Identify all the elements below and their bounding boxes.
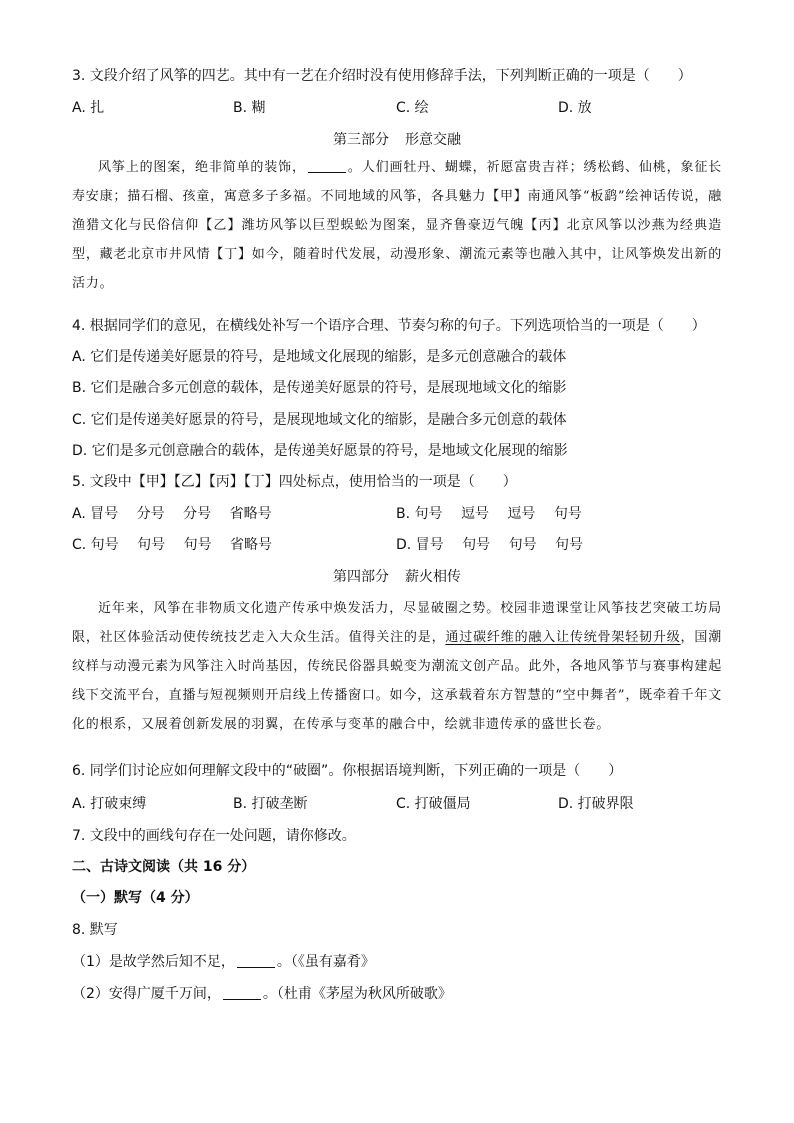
question-6-option-d: D. 打破界限 [558,796,634,812]
question-6-option-c: C. 打破僵局 [396,796,471,812]
question-4-option-d: D. 它们是多元创意融合的载体，是传递美好愿景的符号，是地域文化展现的缩影 [72,443,568,459]
part-3-heading-label: 第三部分 [333,132,389,148]
question-8-item-1 [72,952,375,972]
item-1-before: （1）是故学然后知不足， [72,954,235,970]
part-3-passage-before: 风筝上的图案，绝非简单的装饰， [98,160,306,175]
question-4-option-b: B. 它们是融合多元创意的载体，是传递美好愿景的符号，是展现地域文化的缩影 [72,380,567,396]
part-4-passage-after: ，国潮纹样与动漫元素为风筝注入时尚基因，传统民俗器具蜕变为潮流文创产品。此外，各地风筝节与赛事构建起线下交流平台，直播与短视频则开启线上传播窗口。如今，这承载着东方智慧的“空中舞者”，既牵着千年文化的根系，又展着创新发展的羽翼，在传承与变革的融合中，绘就非遗传承的盛世长卷。 [72,630,722,732]
question-3-option-c: C. 绘 [396,100,429,116]
question-6-option-b: B. 打破垄断 [233,796,308,812]
part-4-heading-title: 薪火相传 [405,569,461,585]
part-3-passage [72,153,722,298]
question-4-option-c: C. 它们是传递美好愿景的符号，是展现地域文化的缩影，是融合多元创意的载体 [72,412,567,428]
section-2-title: 二、古诗文阅读（共 16 分） [72,859,256,875]
fill-blank [308,158,346,173]
question-4-option-a: A. 它们是传递美好愿景的符号，是地域文化展现的缩影，是多元创意融合的载体 [72,349,567,365]
item-2-before: （2）安得广厦千万间， [72,986,221,1002]
fill-blank [223,985,261,1000]
section-2-subtitle: （一）默写（4 分） [72,890,199,906]
question-5-option-b: B. 句号 逗号 逗号 句号 [396,506,582,522]
question-8-item-2 [72,984,452,1004]
item-2-after: 。（杜甫《茅屋为秋风所破歌》 [262,986,452,1002]
underlined-sentence: 通过碳纤维的融入让传统骨架轻韧升级 [445,630,681,645]
part-3-passage-after: 。人们画牡丹、蝴蝶，祈愿富贵吉祥；绣松鹤、仙桃，象征长寿安康；描石榴、孩童，寓意多子多福。不同地域的风筝，各具魅力【甲】南通风筝“板鹞”绘神话传说，融渔猎文化与民俗信仰【乙】潍坊风筝以巨型蜈蚣为图案，显齐鲁豪迈气魄【丙】北京风筝以沙燕为经典造型，藏老北京市井风情【丁】如今，随着时代发展，动漫形象、潮流元素等也融入其中，让风筝焕发出新的活力。 [72,160,722,291]
item-1-after: 。（《虽有嘉肴》 [276,954,375,970]
question-7-stem: 7. 文段中的画线句存在一处问题，请你修改。 [72,828,356,844]
part-3-heading-title: 形意交融 [405,132,461,148]
question-3-option-d: D. 放 [558,100,592,116]
question-8-stem: 8. 默写 [72,922,118,938]
question-5-stem: 5. 文段中【甲】【乙】【丙】【丁】四处标点，使用恰当的一项是（ ） [72,474,517,490]
question-5-option-c: C. 句号 句号 句号 省略号 [72,537,273,553]
part-4-passage [72,594,722,739]
fill-blank [237,953,275,968]
part-4-heading [0,567,794,587]
question-6-option-a: A. 打破束缚 [72,796,147,812]
question-5-option-d: D. 冒号 句号 句号 句号 [396,537,584,553]
part-3-heading [0,130,794,150]
part-4-passage-before: 近年来，风筝在非物质文化遗产传承中焕发活力，尽显破圈之势。校园非遗课堂让风筝技艺突破工坊局限，社区体验活动使传统技艺走入大众生活。值得关注的是， [72,601,722,645]
question-3-option-b: B. 糊 [233,100,266,116]
part-4-heading-label: 第四部分 [333,569,389,585]
question-4-stem: 4. 根据同学们的意见，在横线处补写一个语序合理、节奏匀称的句子。下列选项恰当的一项是（ ） [72,318,706,334]
question-3-stem: 3. 文段介绍了风筝的四艺。其中有一艺在介绍时没有使用修辞手法，下列判断正确的一项是（ ） [72,68,692,84]
question-3-option-a: A. 扎 [72,100,105,116]
question-6-stem: 6. 同学们讨论应如何理解文段中的“破圈”。你根据语境判断，下列正确的一项是（ ） [72,763,623,779]
question-5-option-a: A. 冒号 分号 分号 省略号 [72,506,272,522]
